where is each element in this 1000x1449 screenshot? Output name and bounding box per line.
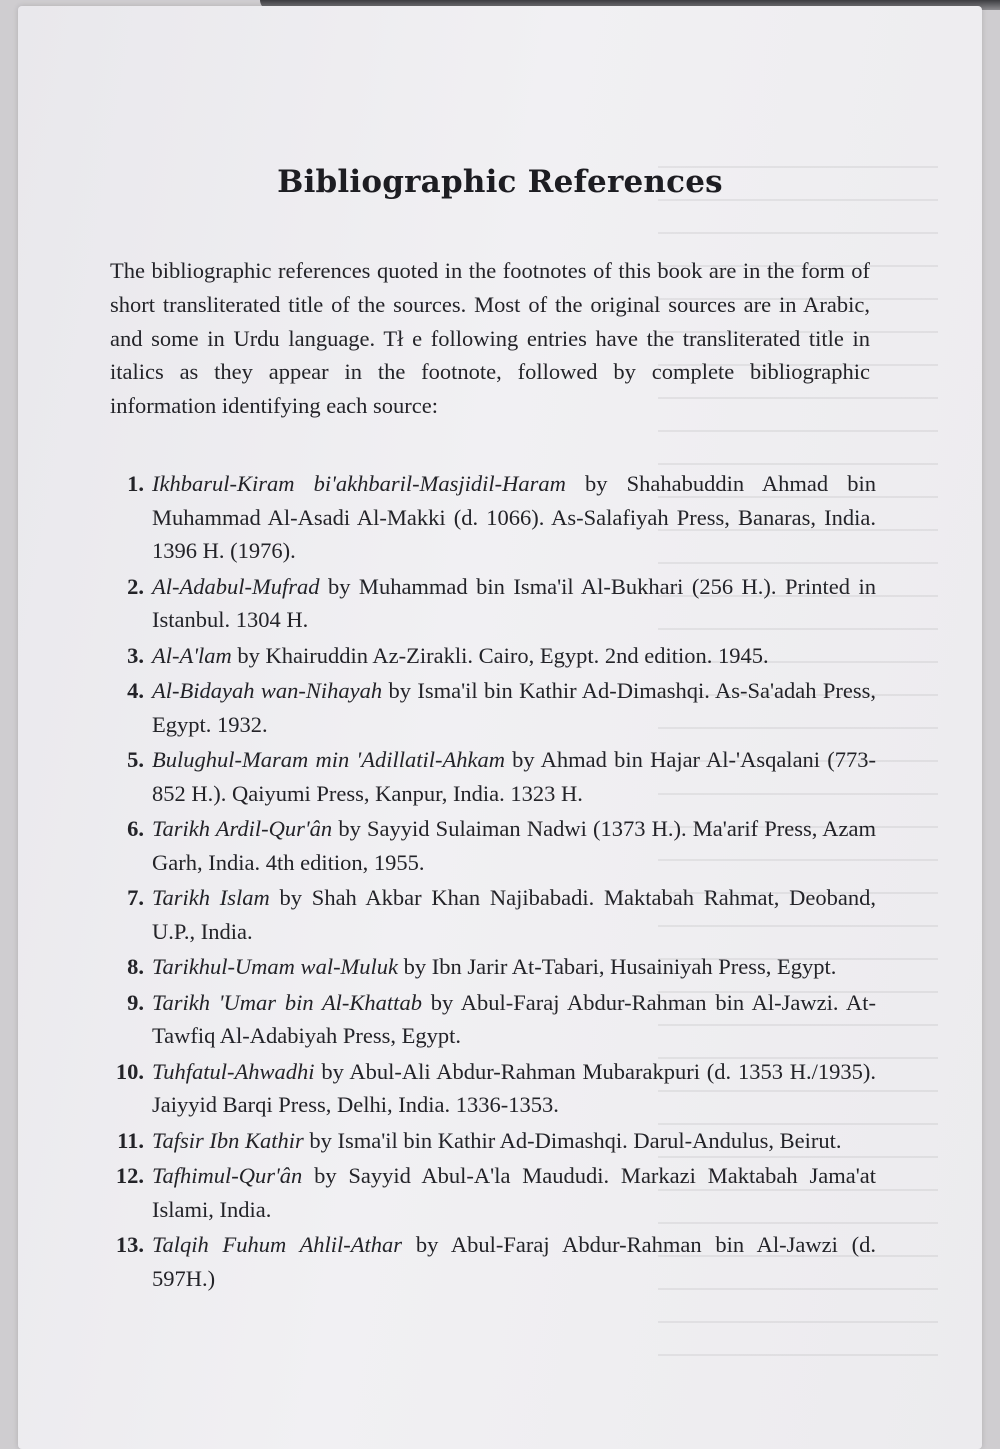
reference-number: 12. [115,1163,144,1188]
reference-details: by Isma'il bin Kathir Ad-Dimashqi. Darul-Andulus, Beirut. [303,1127,842,1153]
reference-title: Tafhimul-Qur'ân [152,1163,303,1188]
reference-details: by Abul-Faraj Abdur-Rahman bin Al-Jawzi. At-Tawfiq Al-Adabiyah Press, Egypt. [152,989,876,1048]
reference-item [110,812,876,879]
reference-title: Tafsir Ibn Kathir [152,1127,304,1153]
reference-number: 13. [115,1232,144,1257]
reference-details: by Abul-Faraj Abdur-Rahman bin Al-Jawzi (d. 597H.) [152,1232,876,1291]
reference-item [110,1124,876,1158]
reference-number: 2. [127,573,144,599]
reference-title: Tuhfatul-Ahwadhi [152,1058,315,1084]
reference-number: 5. [127,747,144,772]
reference-item [110,950,876,984]
reference-number: 11. [117,1127,144,1153]
reference-title: Bulughul-Maram min 'Adillatil-Ahkam [152,747,505,772]
reference-number: 3. [127,642,144,668]
reference-details: by Ahmad bin Hajar Al-'Asqalani (773-852 H.). Qaiyumi Press, Kanpur, India. 1323 H. [152,747,877,806]
reference-number: 1. [127,471,144,496]
reference-title: Al-Adabul-Mufrad [152,573,320,599]
reference-title: Talqih Fuhum Ahlil-Athar [152,1232,403,1257]
reference-number: 6. [127,816,144,841]
reference-title: Ikhbarul-Kiram bi'akhbaril-Masjidil-Haram [152,471,566,496]
reference-details: by Shahabuddin Ahmad bin Muhammad Al-Asadi Al-Makki (d. 1066). As-Salafiyah Press, Banaras, India. 1396 H. (1976). [152,471,876,563]
reference-title: Al-Bidayah wan-Nihayah [152,678,383,703]
reference-number: 4. [127,678,144,703]
reference-number: 7. [127,885,144,910]
reference-item [110,639,876,673]
reference-item [110,743,876,810]
reference-details: by Khairuddin Az-Zirakli. Cairo, Egypt. 2nd edition. 1945. [231,642,769,668]
reference-details: by Isma'il bin Kathir Ad-Dimashqi. As-Sa'adah Press, Egypt. 1932. [152,678,876,737]
reference-title: Tarikh Islam [152,885,270,910]
reference-number: 9. [127,989,144,1015]
reference-item [110,570,876,637]
reference-item [110,986,876,1053]
reference-number: 10. [115,1058,144,1084]
reference-number: 8. [127,954,144,979]
reference-details: by Muhammad bin Isma'il Al-Bukhari (256 H.). Printed in Istanbul. 1304 H. [152,573,876,632]
page-title: Bibliographic References [277,164,723,200]
reference-item [110,1055,876,1122]
reference-title: Tarikh 'Umar bin Al-Khattab [152,989,422,1015]
reference-item [110,674,876,741]
reference-item [110,1159,876,1226]
reference-title: Al-A'lam [152,642,232,668]
reference-details: by Abul-Ali Abdur-Rahman Mubarakpuri (d. 1353 H./1935). Jaiyyid Barqi Press, Delhi, India. 1336-1353. [152,1058,876,1117]
reference-item [110,1228,876,1295]
reference-details: by Ibn Jarir At-Tabari, Husainiyah Press, Egypt. [398,954,837,979]
intro-paragraph: The bibliographic references quoted in the footnotes of this book are in the form of short transliterated title of the sources. Most of the original sources are in Arabic, and some in Urdu language. Tł e following entries have the transliterated title in italics as they appear in the footnote, followed by complete bibliographic information identifying each source: [110,258,870,419]
reference-title: Tarikhul-Umam wal-Muluk [152,954,399,979]
reference-details: by Sayyid Sulaiman Nadwi (1373 H.). Ma'arif Press, Azam Garh, India. 4th edition, 1955. [152,816,877,875]
reference-item [110,467,876,568]
reference-list [110,467,876,1297]
reference-details: by Shah Akbar Khan Najibabadi. Maktabah Rahmat, Deoband, U.P., India. [152,885,876,944]
reference-title: Tarikh Ardil-Qur'ân [152,816,333,841]
reference-item [110,881,876,948]
reference-details: by Sayyid Abul-A'la Maududi. Markazi Maktabah Jama'at Islami, India. [152,1163,876,1222]
